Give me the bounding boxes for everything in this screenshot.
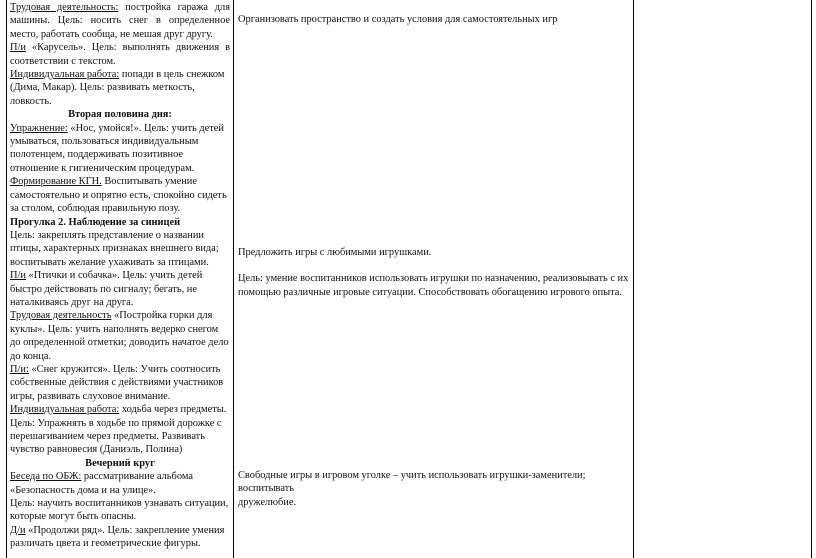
left-column-cell [10,1,230,551]
paragraph-kgn [10,175,230,215]
paragraph-obzh-goal: Цель: научить воспитанников узнавать ситуации, которые могут быть опасны. [10,498,229,523]
heading-evening: Вечерний круг [85,457,155,469]
individual-label: Индивидуальная работа: [10,69,120,81]
slide-label: Трудовая деятельность [10,310,112,322]
row-game-text: «Продолжи ряд». Цель: закрепление умения различать цвета и геометрические фигуры. [10,524,225,550]
slide-text: «Постройка горки для куклы». Цель: учить наполнять ведерко снегом до определенной отметки; доводить начатое дело до конца. [10,310,229,362]
snow-game-text: «Снег кружится». Цель: Учить соотносить собственные действия с действиями участников игры, развивать слуховое внимание. [10,363,224,402]
paragraph-walking [10,403,230,457]
kgn-label: Формирование КГН. [10,176,102,188]
individual-text: попади в цель снежком (Дима, Макар). Цель: развивать меткость, ловкость. [10,69,225,107]
obzh-text: рассматривание альбома «Безопасность дома и на улице». [10,471,193,496]
middle-block-2-line2: Цель: умение воспитанников использовать игрушки по назначению, реализовывать с их помощью различные игровые ситуации. Способствовать обогащению игрового опыта. [238,273,629,298]
paragraph-snow-game [10,363,230,403]
paragraph-labor [10,1,230,41]
heading-walk [10,216,230,229]
middle-block-3-line2: дружелюбие. [238,496,297,508]
middle-block-3-line1: Свободные игры в игровом уголке – учить использовать игрушки-заменители; воспитывать [238,470,586,495]
kgn-text: Воспитывать умение самостоятельно и опрятно есть, спокойно сидеть за столом, соблюдая правильную позу. [10,176,227,215]
paragraph-individual [10,68,230,108]
paragraph-obzh [10,470,230,497]
game-text: «Карусель». Цель: выполнять движения в соответствии с текстом. [10,42,230,67]
table-border-col2 [633,0,634,558]
middle-block-3 [238,469,630,509]
heading-second-half: Вторая половина дня: [68,109,172,121]
obzh-label: Беседа по ОБЖ: [10,471,82,483]
birds-game-label: П/и [10,270,26,282]
birds-game-text: «Птички и собачка». Цель: учить детей быстро действовать по сигналу; бегать, не наталкиваясь друг на друга. [10,270,203,308]
table-border-right [811,0,812,558]
middle-block-1 [238,13,630,26]
walking-label: Индивидуальная работа: [10,404,120,416]
labor-text: постройка гаража для машины. Цель: носить снег в определенное место, работать сообща, не мешая друг другу. [10,2,230,40]
game-label: П/и [10,42,26,54]
paragraph-exercise [10,122,230,176]
paragraph-slide [10,309,230,363]
middle-block-2-line1: Предложить игры с любимыми игрушками. [238,247,432,258]
paragraph-birds-game [10,269,230,309]
exercise-text: «Нос, умойся!». Цель: учить детей умываться, пользоваться индивидуальным полотенцем, поддерживать позитивное отношение к гигиеническим процедурам. [10,122,224,174]
middle-block-1-text: Организовать пространство и создать условия для самостоятельных игр [238,14,558,25]
labor-label: Трудовая деятельность: [10,2,119,13]
table-border-left [6,0,7,558]
walking-text: ходьба через предметы. Цель: Упражнять в ходьбе по прямой дорожке с перешагиванием через предметы. Развивать чувство равновесия (Даниэль, Полина) [10,404,227,456]
heading-walk-text: Прогулка 2. Наблюдение за синицей [10,216,181,228]
exercise-label: Упражнение: [10,122,68,134]
table-border-col1 [233,0,234,558]
middle-block-2 [238,246,630,299]
paragraph-row-game [10,524,230,551]
paragraph-game [10,41,230,68]
snow-game-label: П/и: [10,363,29,375]
row-game-label: Д/и [10,524,26,536]
paragraph-walk-goal: Цель: закреплять представление о названии птицы, характерных признаках внешнего вида; воспитывать желание ухаживать за птицами. [10,229,219,268]
